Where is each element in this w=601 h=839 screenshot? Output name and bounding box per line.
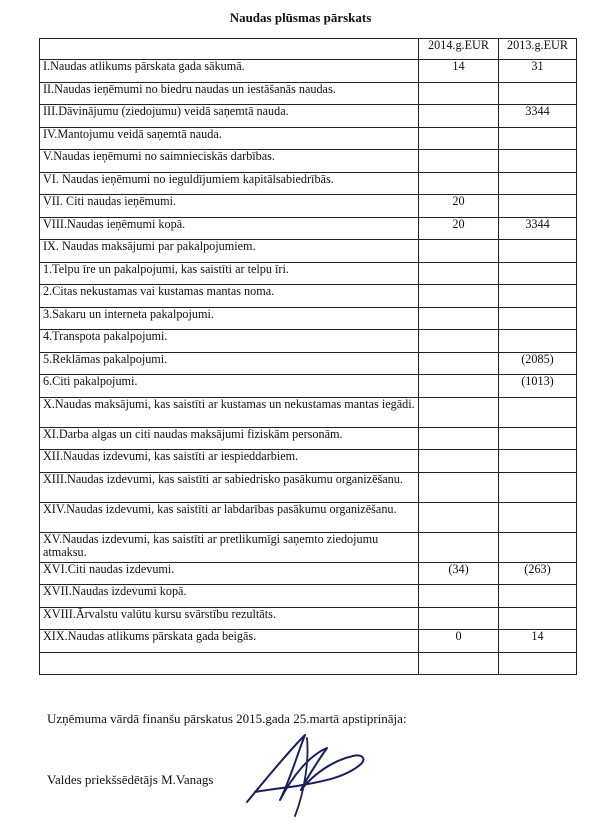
- row-label: 3.Sakaru un interneta pakalpojumi.: [40, 307, 419, 330]
- row-label: II.Naudas ieņēmumi no biedru naudas un iestāšanās naudas.: [40, 82, 419, 105]
- value-2013: [499, 285, 577, 308]
- value-2014: [419, 127, 499, 150]
- signature-image: [235, 720, 375, 820]
- table-row: [40, 195, 577, 218]
- signatory-text: Valdes priekšsēdētājs M.Vanags: [47, 772, 214, 787]
- value-2014: 14: [419, 60, 499, 83]
- value-2013: [499, 330, 577, 353]
- value-2013: [499, 450, 577, 473]
- row-label: XIX.Naudas atlikums pārskata gada beigās.: [40, 630, 419, 653]
- table-row: [40, 82, 577, 105]
- row-label: XVI.Citi naudas izdevumi.: [40, 562, 419, 585]
- value-2013: [499, 427, 577, 450]
- table-row: [40, 150, 577, 173]
- table-row: [40, 562, 577, 585]
- table-row: [40, 532, 577, 562]
- value-2014: [419, 240, 499, 263]
- table-row: [40, 630, 577, 653]
- row-label: 1.Telpu īre un pakalpojumi, kas saistīti ar telpu īri.: [40, 262, 419, 285]
- value-2013: [499, 150, 577, 173]
- cash-flow-table: [39, 38, 577, 675]
- row-label: 5.Reklāmas pakalpojumi.: [40, 352, 419, 375]
- value-2014: [419, 262, 499, 285]
- value-2014: [419, 352, 499, 375]
- table-row: [40, 585, 577, 608]
- row-label: IV.Mantojumu veidā saņemtā nauda.: [40, 127, 419, 150]
- value-2014: [419, 472, 499, 502]
- value-2014: [419, 82, 499, 105]
- value-2014: [419, 450, 499, 473]
- value-2014: [419, 375, 499, 398]
- table-row: [40, 450, 577, 473]
- row-label: III.Dāvinājumu (ziedojumu) veidā saņemtā nauda.: [40, 105, 419, 128]
- row-label: VIII.Naudas ieņēmumi kopā.: [40, 217, 419, 240]
- approval-text: Uzņēmuma vārdā finanšu pārskatus 2015.gada 25.martā apstiprināja:: [47, 711, 407, 726]
- value-2013: [499, 127, 577, 150]
- value-2014: [419, 585, 499, 608]
- value-2014: 0: [419, 630, 499, 653]
- value-2013: [499, 502, 577, 532]
- row-label: [40, 652, 419, 675]
- row-label: VII. Citi naudas ieņēmumi.: [40, 195, 419, 218]
- table-row: [40, 330, 577, 353]
- value-2013: [499, 172, 577, 195]
- table-row: [40, 607, 577, 630]
- value-2014: [419, 607, 499, 630]
- table-row: [40, 172, 577, 195]
- value-2013: [499, 82, 577, 105]
- row-label: XII.Naudas izdevumi, kas saistīti ar iespieddarbiem.: [40, 450, 419, 473]
- table-row: [40, 472, 577, 502]
- row-label: XIV.Naudas izdevumi, kas saistīti ar labdarības pasākumu organizēšanu.: [40, 502, 419, 532]
- value-2013: 31: [499, 60, 577, 83]
- row-label: V.Naudas ieņēmumi no saimnieciskās darbības.: [40, 150, 419, 173]
- value-2013: (2085): [499, 352, 577, 375]
- row-label: I.Naudas atlikums pārskata gada sākumā.: [40, 60, 419, 83]
- value-2013: [499, 195, 577, 218]
- value-2013: [499, 652, 577, 675]
- value-2013: [499, 397, 577, 427]
- row-label: 2.Citas nekustamas vai kustamas mantas noma.: [40, 285, 419, 308]
- value-2013: [499, 307, 577, 330]
- row-label: VI. Naudas ieņēmumi no ieguldījumiem kapitālsabiedrībās.: [40, 172, 419, 195]
- row-label: XV.Naudas izdevumi, kas saistīti ar pretlikumīgi saņemto ziedojumu atmaksu.: [40, 532, 419, 562]
- page-title: Naudas plūsmas pārskats: [229, 10, 372, 25]
- header-row: [40, 39, 577, 60]
- row-label: XIII.Naudas izdevumi, kas saistīti ar sabiedrisko pasākumu organizēšanu.: [40, 472, 419, 502]
- value-2014: [419, 150, 499, 173]
- table-row: [40, 127, 577, 150]
- table-row: [40, 105, 577, 128]
- value-2013: 3344: [499, 105, 577, 128]
- value-2013: [499, 262, 577, 285]
- table-row: [40, 307, 577, 330]
- table-row: [40, 652, 577, 675]
- value-2013: [499, 585, 577, 608]
- header-2014: 2014.g.EUR: [419, 39, 499, 60]
- table-row: [40, 427, 577, 450]
- row-label: 4.Transpota pakalpojumi.: [40, 330, 419, 353]
- value-2014: [419, 285, 499, 308]
- header-2013: 2013.g.EUR: [499, 39, 577, 60]
- row-label: 6.Citi pakalpojumi.: [40, 375, 419, 398]
- row-label: XI.Darba algas un citi naudas maksājumi fiziskām personām.: [40, 427, 419, 450]
- table-row: [40, 352, 577, 375]
- table-row: [40, 60, 577, 83]
- value-2013: [499, 472, 577, 502]
- row-label: XVII.Naudas izdevumi kopā.: [40, 585, 419, 608]
- table-row: [40, 502, 577, 532]
- table-row: [40, 217, 577, 240]
- value-2013: 3344: [499, 217, 577, 240]
- row-label: X.Naudas maksājumi, kas saistīti ar kustamas un nekustamas mantas iegādi.: [40, 397, 419, 427]
- table-row: [40, 285, 577, 308]
- value-2014: (34): [419, 562, 499, 585]
- row-label: XVIII.Ārvalstu valūtu kursu svārstību rezultāts.: [40, 607, 419, 630]
- value-2014: [419, 532, 499, 562]
- table-row: [40, 262, 577, 285]
- value-2013: 14: [499, 630, 577, 653]
- value-2014: [419, 307, 499, 330]
- row-label: IX. Naudas maksājumi par pakalpojumiem.: [40, 240, 419, 263]
- table-row: [40, 375, 577, 398]
- value-2013: [499, 240, 577, 263]
- value-2013: (1013): [499, 375, 577, 398]
- value-2014: 20: [419, 217, 499, 240]
- value-2014: [419, 502, 499, 532]
- table-row: [40, 397, 577, 427]
- value-2013: (263): [499, 562, 577, 585]
- value-2014: [419, 652, 499, 675]
- header-label-cell: [40, 39, 419, 60]
- value-2013: [499, 532, 577, 562]
- value-2013: [499, 607, 577, 630]
- value-2014: [419, 427, 499, 450]
- value-2014: 20: [419, 195, 499, 218]
- value-2014: [419, 330, 499, 353]
- value-2014: [419, 105, 499, 128]
- value-2014: [419, 172, 499, 195]
- value-2014: [419, 397, 499, 427]
- table-row: [40, 240, 577, 263]
